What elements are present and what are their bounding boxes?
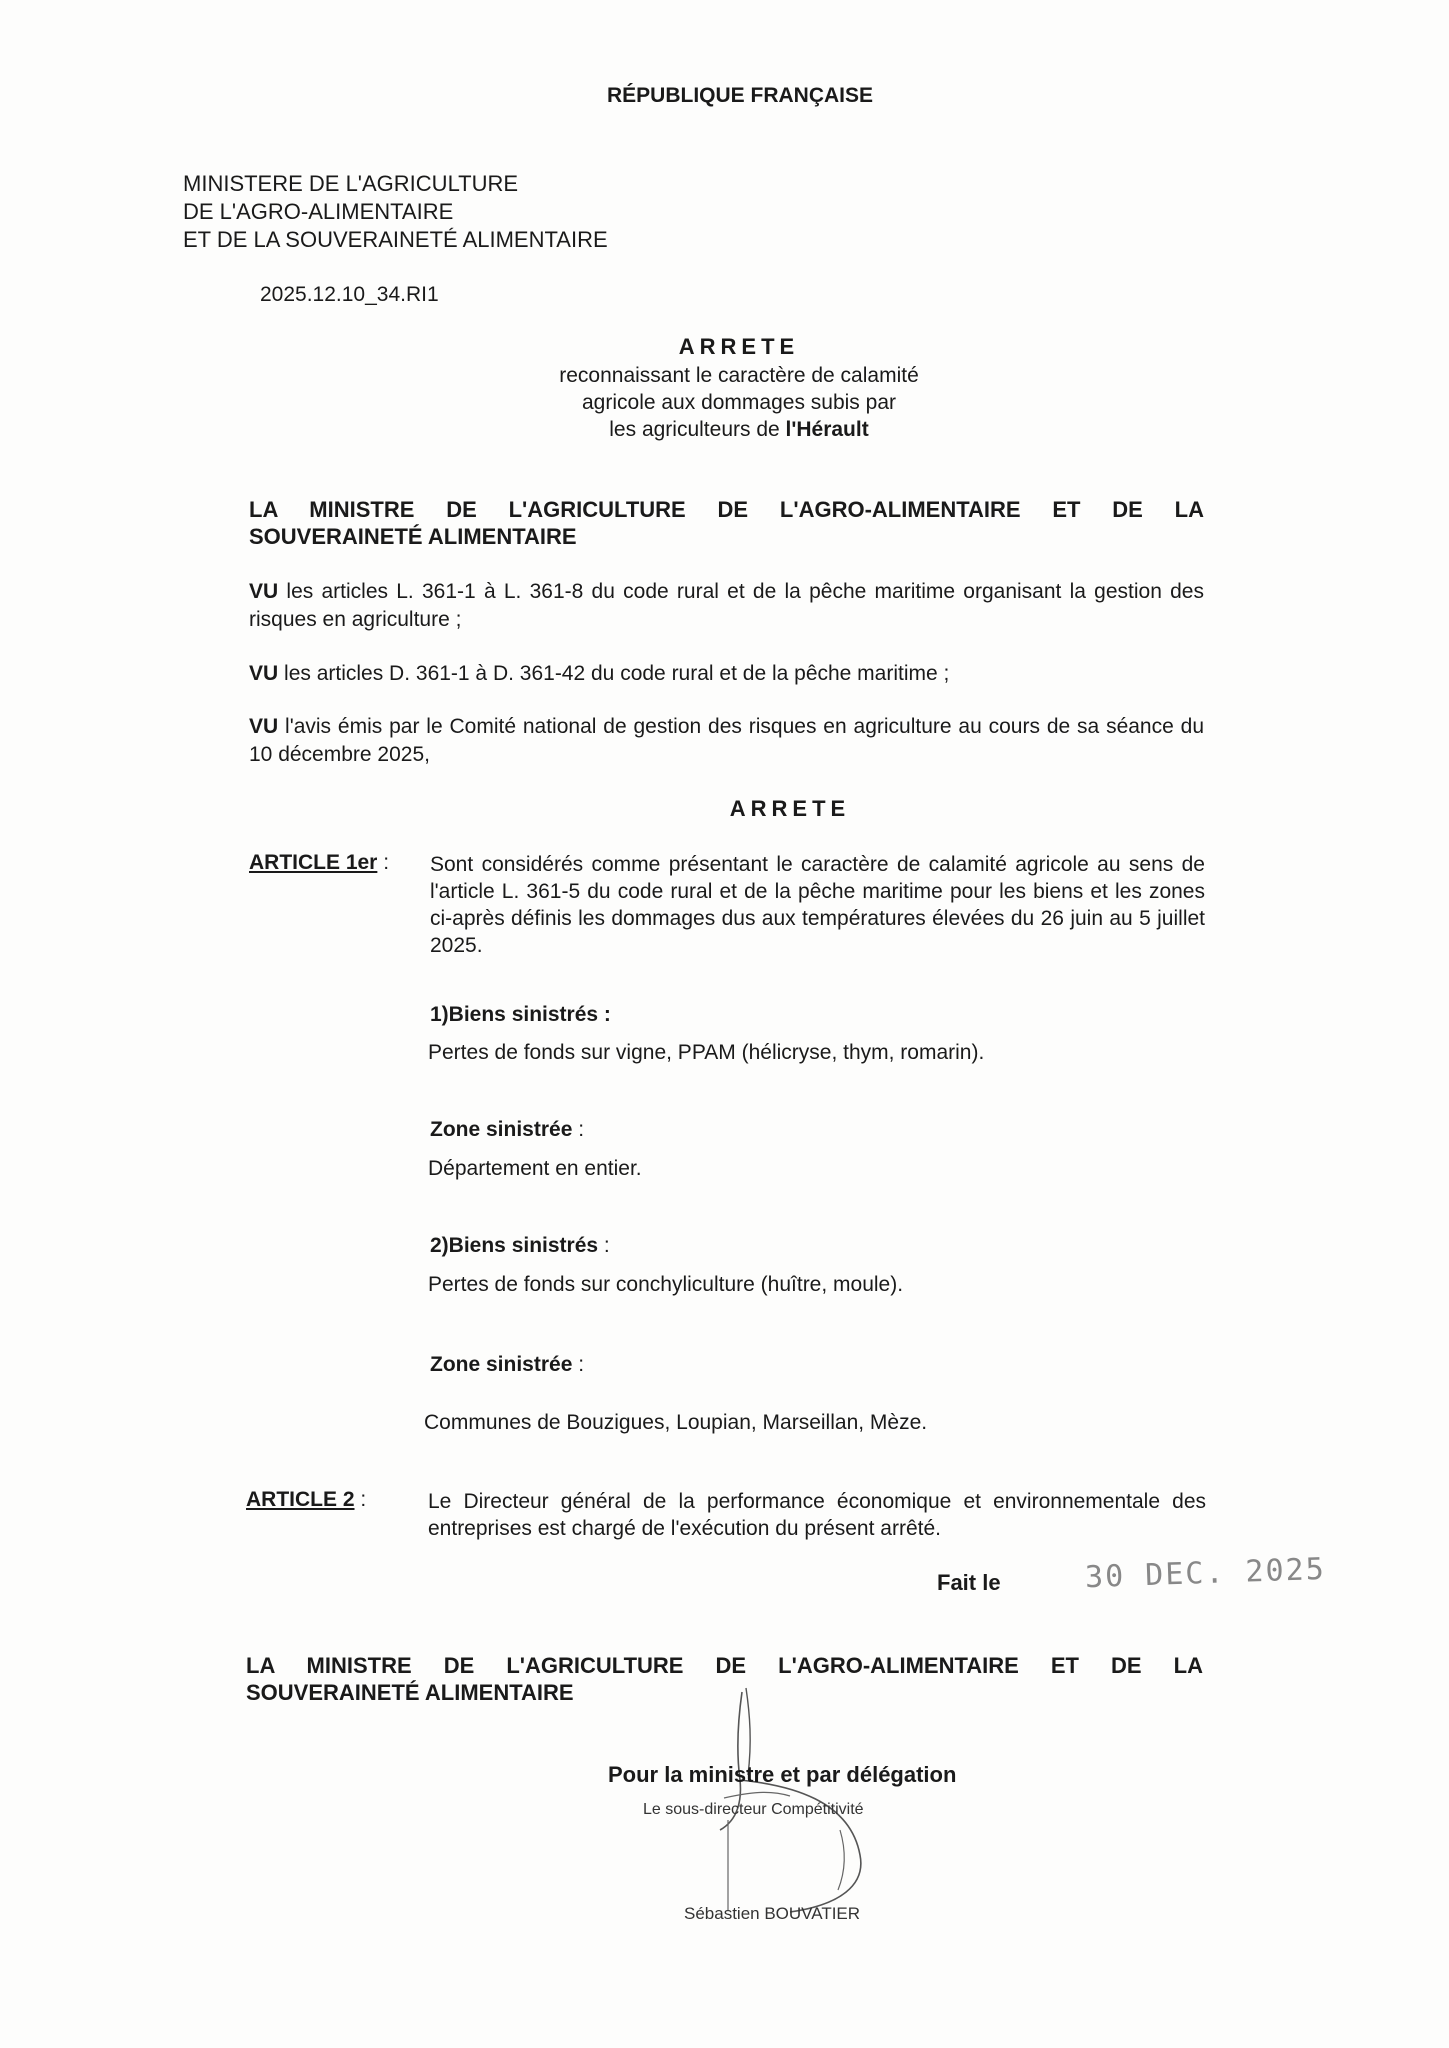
- article2-text: Le Directeur général de la performance économique et environnementale des entreprises est chargé de l'exécution du présent arrêté.: [428, 1490, 1206, 1540]
- vu-paragraph: [249, 660, 1204, 688]
- ministry-line: MINISTERE DE L'AGRICULTURE: [183, 171, 519, 196]
- vu-paragraph: [249, 578, 1204, 634]
- signatory-line: LA MINISTRE DE L'AGRICULTURE DE L'AGRO-ALIMENTAIRE ET DE LA: [246, 1653, 1203, 1678]
- article1-colon: :: [377, 851, 390, 874]
- subtitle-line: agricole aux dommages subis par: [582, 391, 896, 414]
- delegation-line: Pour la ministre et par délégation: [608, 1762, 957, 1787]
- vu-label: VU: [249, 662, 279, 685]
- document-reference: 2025.12.10_34.RI1: [260, 283, 439, 306]
- vu-text: l'avis émis par le Comité national de gestion des risques en agriculture au cours de sa séance du 10 décembre 2025,: [249, 715, 1204, 766]
- vu-text: les articles L. 361-1 à L. 361-8 du code rural et de la pêche maritime organisant la gestion des risques en agriculture ;: [249, 580, 1204, 631]
- signatory-role: Le sous-directeur Compétitivité: [643, 1801, 864, 1818]
- biens1-heading: 1)Biens sinistrés :: [430, 1003, 611, 1026]
- minister-line: LA MINISTRE DE L'AGRICULTURE DE L'AGRO-ALIMENTAIRE ET DE LA: [249, 497, 1204, 522]
- zone1-text: Département en entier.: [428, 1157, 642, 1180]
- subtitle-line: reconnaissant le caractère de calamité: [559, 364, 919, 387]
- arrete-title: ARRETE: [678, 334, 800, 359]
- date-stamp: 30 DEC. 2025: [1084, 1551, 1327, 1596]
- signatory-name: Sébastien BOUVATIER: [684, 1904, 861, 1923]
- biens2-heading: [430, 1234, 610, 1258]
- signatory-line: SOUVERAINETÉ ALIMENTAIRE: [246, 1680, 574, 1705]
- subtitle-line: [0, 416, 1449, 443]
- zone1-title: Zone sinistrée: [430, 1118, 573, 1141]
- zone2-title: Zone sinistrée: [430, 1353, 573, 1376]
- vu-paragraph: [249, 713, 1204, 769]
- article2-label: [246, 1488, 366, 1512]
- republic-heading: RÉPUBLIQUE FRANÇAISE: [606, 84, 874, 107]
- ministry-header: [183, 170, 608, 254]
- article1-title: ARTICLE 1er: [249, 851, 378, 874]
- biens2-text: Pertes de fonds sur conchyliculture (huître, moule).: [428, 1273, 904, 1296]
- biens2-title: 2)Biens sinistrés: [430, 1234, 599, 1257]
- fait-le-label: Fait le: [937, 1570, 1001, 1595]
- zone1-heading: [430, 1118, 584, 1142]
- arrete-decision-heading: ARRETE: [729, 796, 851, 821]
- biens2-colon: :: [598, 1234, 610, 1257]
- zone2-text: Communes de Bouzigues, Loupian, Marseillan, Mèze.: [424, 1411, 928, 1434]
- article2-colon: :: [354, 1488, 367, 1511]
- zone2-colon: :: [572, 1353, 585, 1376]
- article1-text: Sont considérés comme présentant le caractère de calamité agricole au sens de l'article L. 361-5 du code rural et de la pêche maritime pour les biens et les zones ci-après définis les dommages dus aux températures élevées du 26 juin au 5 juillet 2025.: [430, 853, 1205, 957]
- zone1-colon: :: [572, 1118, 585, 1141]
- ministry-line: DE L'AGRO-ALIMENTAIRE: [183, 199, 454, 224]
- arrete-subtitle: [0, 362, 1449, 443]
- minister-line: SOUVERAINETÉ ALIMENTAIRE: [249, 524, 577, 549]
- biens1-text: Pertes de fonds sur vigne, PPAM (hélicryse, thym, romarin).: [428, 1041, 985, 1064]
- vu-label: VU: [249, 715, 279, 738]
- article2-title: ARTICLE 2: [246, 1488, 355, 1511]
- ministry-line: ET DE LA SOUVERAINETÉ ALIMENTAIRE: [183, 227, 608, 252]
- subtitle-region: l'Hérault: [785, 418, 869, 441]
- article1-label: [249, 851, 389, 875]
- minister-heading: [249, 496, 1204, 550]
- zone2-heading: [430, 1353, 584, 1377]
- vu-label: VU: [249, 580, 279, 603]
- vu-text: les articles D. 361-1 à D. 361-42 du code rural et de la pêche maritime ;: [278, 662, 950, 685]
- subtitle-prefix: les agriculteurs de: [609, 418, 786, 441]
